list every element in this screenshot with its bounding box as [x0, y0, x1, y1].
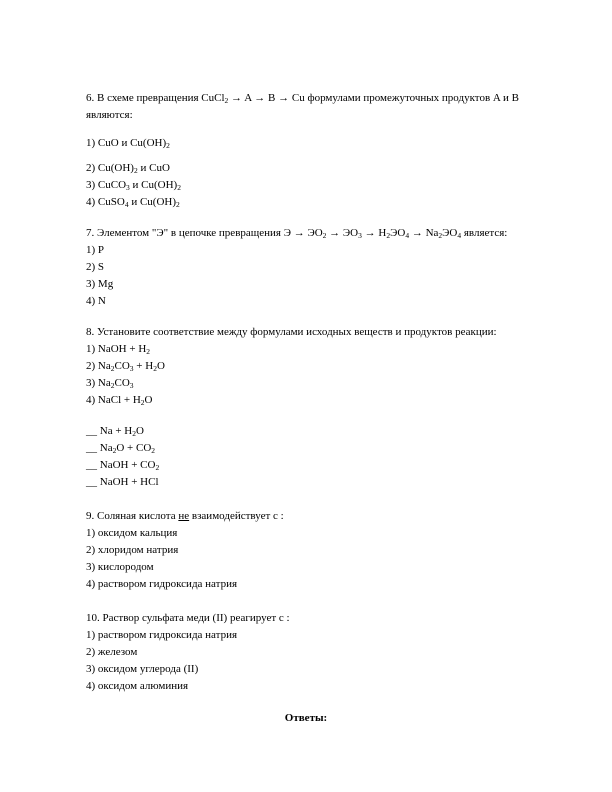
q10-option-1: 1) раствором гидроксида натрия	[86, 629, 238, 641]
subscript: 2	[177, 183, 181, 192]
subscript: 2	[153, 364, 157, 373]
q10-option-3: 3) оксидом углерода (II)	[86, 663, 199, 675]
subscript: 2	[224, 96, 229, 105]
subscript: 2	[322, 231, 327, 240]
q8-product-4: __ NaOH + HCl	[86, 476, 159, 488]
subscript: 2	[110, 364, 115, 373]
subscript: 3	[358, 231, 362, 240]
q9-title-negation: не	[178, 510, 190, 522]
subscript: 3	[129, 381, 134, 390]
q6-text-line-2: являются:	[86, 109, 133, 121]
q6-option-3: 3) CuCO$_3$ и $Cu(OH)_2$	[86, 179, 181, 192]
subscript: 3	[129, 364, 134, 373]
subscript: 2	[110, 381, 115, 390]
subscript: 4	[124, 200, 129, 209]
q7-option-4: 4) N	[86, 295, 106, 307]
q8-title: 8. Установите соответствие между формулами исходных веществ и продуктов реакции:	[86, 326, 497, 338]
q8-product-2: __ $Na_2O + CO_2$	[86, 442, 156, 455]
q9-title	[86, 510, 284, 523]
subscript: 2	[176, 200, 180, 209]
q9-option-3: 3) кислородом	[86, 561, 154, 573]
subscript: 2	[155, 463, 160, 472]
subscript: 2	[166, 141, 170, 150]
subscript: 2	[146, 347, 151, 356]
q8-option-4: 4) NaCl + $H_2O$	[86, 394, 153, 407]
q9-title-post: взаимодействует с :	[189, 510, 284, 522]
q6-text-line-1: 6. В схеме превращения CuCl$_2$ → A → B → Cu формулами промежуточных продуктов A и B	[86, 92, 519, 105]
q6-option-2: 2) $Cu(OH)_2$ и CuO	[86, 162, 170, 175]
subscript: 2	[386, 231, 391, 240]
q8-product-3: __ NaOH + $CO_2$	[86, 459, 160, 472]
q7-text: 7. Элементом "Э" в цепочке превращения $Э \to ЭO_2 \to ЭO_3 \to H_2ЭO_4 \to Na_2ЭO_4$ является:	[86, 227, 508, 240]
subscript: 2	[438, 231, 443, 240]
subscript: 4	[405, 231, 410, 240]
subscript: 2	[132, 429, 136, 438]
q10-title: 10. Раствор сульфата меди (II) реагирует с :	[86, 612, 290, 624]
q9-option-2: 2) хлоридом натрия	[86, 544, 179, 556]
q9-option-4: 4) раствором гидроксида натрия	[86, 578, 238, 590]
q7-option-2: 2) S	[86, 261, 105, 273]
subscript: 2	[151, 446, 156, 455]
q8-option-3: 3) $Na_2CO_3$	[86, 377, 134, 390]
q7-option-3: 3) Mg	[86, 278, 114, 290]
q8-product-1: __ $Na + H_2O$	[86, 425, 144, 438]
q8-option-2: 2) $Na_2CO_3 + H_2O$	[86, 360, 165, 373]
q6-option-1: 1) CuO и $Cu(OH)_2$	[86, 137, 170, 150]
subscript: 3	[126, 183, 130, 192]
answers-label: Ответы:	[284, 712, 328, 724]
q8-option-1: 1) NaOH + $H_2$	[86, 343, 151, 356]
q9-title-pre: 9. Соляная кислота	[86, 510, 179, 522]
subscript: 2	[140, 398, 145, 407]
q10-option-4: 4) оксидом алюминия	[86, 680, 189, 692]
subscript: 2	[112, 446, 117, 455]
subscript: 4	[457, 231, 462, 240]
subscript: 2	[133, 166, 138, 175]
q6-option-4: 4) CuSO$_4$ и $Cu(OH)_2$	[86, 196, 180, 209]
q9-option-1: 1) оксидом кальция	[86, 527, 178, 539]
q10-option-2: 2) железом	[86, 646, 138, 658]
q7-option-1: 1) P	[86, 244, 105, 256]
